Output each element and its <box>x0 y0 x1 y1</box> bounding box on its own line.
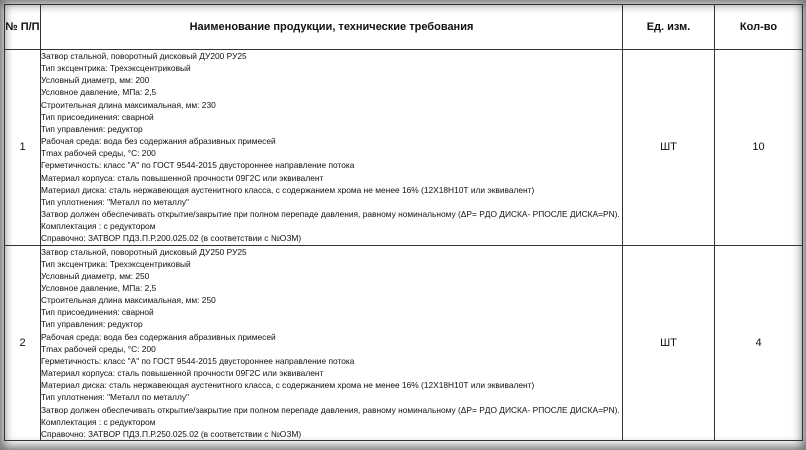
description-line: Условное давление, МПа: 2,5 <box>41 87 157 98</box>
description-line: Условный диаметр, мм: 250 <box>41 270 150 281</box>
item-description <box>41 50 623 246</box>
description-line: Строительная длина максимальная, мм: 230 <box>41 99 216 110</box>
description-line: Tmax рабочей среды, °С: 200 <box>41 343 156 354</box>
description-line: Материал диска: сталь нержавеющая аустенитного класса, с содержанием хрома не менее 16% (12Х18Н10Т или эквивалент) <box>41 184 535 195</box>
item-num: 1 <box>5 50 41 246</box>
item-unit: ШТ <box>623 50 715 246</box>
item-qty: 4 <box>715 245 803 441</box>
description-line: Затвор стальной, поворотный дисковый ДУ250 РУ25 <box>41 246 247 257</box>
description-line: Тип эксцентрика: Трехэксцентриковый <box>41 63 191 74</box>
description-line: Герметичность: класс "А" по ГОСТ 9544-2015 двустороннее направление потока <box>41 355 355 366</box>
header-qty: Кол-во <box>715 5 803 50</box>
description-line: Строительная длина максимальная, мм: 250 <box>41 295 216 306</box>
description-line: Затвор должен обеспечивать открытие/закрытие при полном перепаде давления, равному номинальному (ΔP= PДО ДИСКА- PПОСЛЕ ДИСКА=PN). <box>41 404 620 415</box>
item-description <box>41 245 623 441</box>
description-line: Материал корпуса: сталь повышенной прочности 09Г2С или эквивалент <box>41 368 324 379</box>
description-line: Герметичность: класс "А" по ГОСТ 9544-2015 двустороннее направление потока <box>41 160 355 171</box>
description-line: Комплектация : с редуктором <box>41 221 156 232</box>
description-line: Рабочая среда: вода без содержания абразивных примесей <box>41 331 276 342</box>
description-line: Тип управления: редуктор <box>41 319 143 330</box>
table-row <box>5 50 803 246</box>
specification-table <box>4 4 803 441</box>
description-line: Тип уплотнения: "Металл по металлу" <box>41 392 189 403</box>
header-unit: Ед. изм. <box>623 5 715 50</box>
description-line: Рабочая среда: вода без содержания абразивных примесей <box>41 136 276 147</box>
description-line: Тип эксцентрика: Трехэксцентриковый <box>41 258 191 269</box>
description-line: Тип присоединения: сварной <box>41 307 154 318</box>
description-line: Материал диска: сталь нержавеющая аустенитного класса, с содержанием хрома не менее 16% (12Х18Н10Т или эквивалент) <box>41 380 535 391</box>
description-line: Справочно: ЗАТВОР ПДЗ.П.Р.200.025.02 (в соответствии с №ОЗМ) <box>41 233 302 244</box>
item-num: 2 <box>5 245 41 441</box>
header-num: № П/П <box>5 5 41 50</box>
description-line: Тип присоединения: сварной <box>41 111 154 122</box>
description-line: Tmax рабочей среды, °С: 200 <box>41 148 156 159</box>
item-unit: ШТ <box>623 245 715 441</box>
header-row <box>5 5 803 50</box>
description-line: Условный диаметр, мм: 200 <box>41 75 150 86</box>
description-line: Условное давление, МПа: 2,5 <box>41 282 157 293</box>
item-qty: 10 <box>715 50 803 246</box>
description-line: Затвор должен обеспечивать открытие/закрытие при полном перепаде давления, равному номинальному (ΔP= PДО ДИСКА- PПОСЛЕ ДИСКА=PN). <box>41 209 620 220</box>
description-line: Справочно: ЗАТВОР ПДЗ.П.Р.250.025.02 (в соответствии с №ОЗМ) <box>41 428 302 439</box>
description-line: Тип управления: редуктор <box>41 123 143 134</box>
description-line: Материал корпуса: сталь повышенной прочности 09Г2С или эквивалент <box>41 172 324 183</box>
description-line: Затвор стальной, поворотный дисковый ДУ200 РУ25 <box>41 51 247 61</box>
header-name: Наименование продукции, технические требования <box>41 5 623 50</box>
description-line: Комплектация : с редуктором <box>41 416 156 427</box>
table-row <box>5 245 803 441</box>
description-line: Тип уплотнения: "Металл по металлу" <box>41 196 189 207</box>
